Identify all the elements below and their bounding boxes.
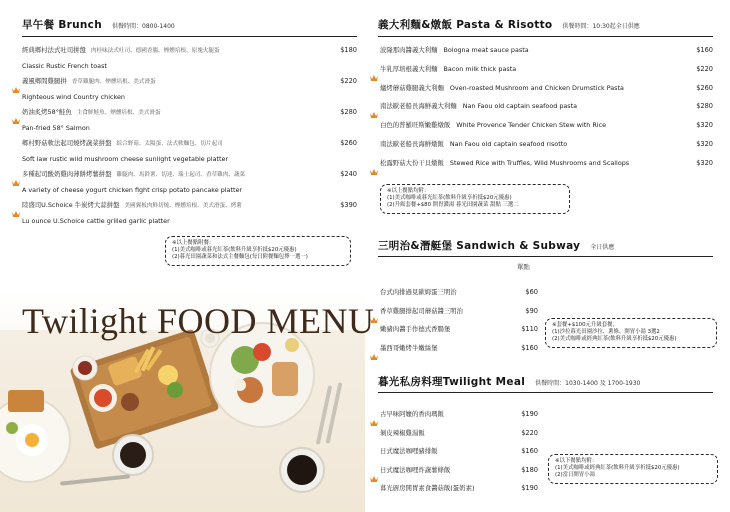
- pasta-note-line: (1)美式咖啡或暮光紅茶(飲料升級享折抵$20元優惠): [387, 195, 512, 202]
- meal-item-price: $220: [521, 428, 538, 437]
- pasta-item-english: Nan Faou old captain seafood risotto: [449, 140, 568, 148]
- brunch-item-name: 奶油炙烤58°鮭魚: [22, 108, 72, 116]
- crown-icon: [370, 467, 378, 473]
- crown-icon: [370, 345, 378, 351]
- brunch-rule: [22, 36, 357, 37]
- brunch-item-name: 經典鄉村法式吐司拼盤: [22, 46, 86, 54]
- pasta-item-name: 南法歐老船長海鮮燉飯: [380, 140, 444, 148]
- crown-icon: [12, 109, 20, 115]
- brunch-item-price: $280: [340, 108, 357, 116]
- brunch-item-desc: 香草雞腿肉、煙燻培根、美式滑蛋: [71, 79, 156, 85]
- brunch-item: [22, 124, 90, 132]
- sandwich-note-line: (1)沙拉暮光田園沙拉、薯條、開胃小湯 3選2: [552, 329, 660, 336]
- meal-item-name: 日式魔法咖哩豬排飯: [380, 447, 438, 455]
- pasta-title: 義大利麵&燉飯 Pasta & Risotto: [378, 19, 553, 31]
- brunch-item-price: $260: [340, 139, 357, 147]
- pasta-item-english: White Provence Tender Chicken Stew with Rice: [456, 121, 607, 130]
- sandwich-item-price: $60: [525, 288, 538, 296]
- menu-brand-title: Twilight FOOD MENU: [22, 301, 375, 341]
- sandwich-item-price: $160: [521, 343, 538, 352]
- brunch-item-name: 鄉村野菇軟法起司燒烤蔬菜拼盤: [22, 139, 112, 147]
- meal-note-title: ※以下餐點均附：: [555, 458, 598, 464]
- pasta-item-english: Bacon milk thick pasta: [443, 64, 517, 73]
- brunch-title: 早午餐 Brunch: [22, 19, 102, 31]
- brunch-item: [22, 186, 242, 194]
- pasta-item: [380, 121, 606, 129]
- crown-icon: [12, 78, 20, 84]
- meal-item-name: 日式魔法咖哩炸蔬薯條飯: [380, 465, 451, 474]
- meal-item-price: $160: [521, 447, 538, 455]
- crown-icon: [12, 202, 20, 208]
- sandwich-item-price: $110: [521, 325, 538, 333]
- brunch-item-desc: 美國翼板肉鮮切燒、煙燻培根、美式滑蛋、烤薯: [124, 203, 242, 209]
- brunch-item: [22, 46, 220, 55]
- brunch-item: [22, 93, 125, 101]
- meal-item-price: $180: [521, 465, 538, 474]
- pasta-item-name: 松露野菇大份干貝燉飯: [380, 158, 444, 167]
- crown-icon: [12, 171, 20, 177]
- pasta-item-name: 爐烤蘑菇雞腿義大利麵: [380, 83, 444, 92]
- pasta-item-name: 南法歐老船長海鮮義大利麵: [380, 102, 457, 111]
- meal-title: 暮光私房料理Twilight Meal: [378, 376, 526, 388]
- brunch-note-line: (1)美式咖啡或暮光紅茶(飲料升級享折抵$20元優惠): [172, 247, 297, 254]
- sandwich-note-title: ※套餐+$100元升級套餐，: [552, 322, 618, 328]
- pasta-header: [378, 17, 640, 32]
- sandwich-header: [378, 238, 614, 253]
- pasta-time: 供餐時間：10:30起全日供應: [562, 23, 640, 30]
- meal-note: [548, 454, 718, 484]
- pasta-item-price: $320: [696, 121, 713, 130]
- brunch-item-price: $390: [340, 201, 357, 209]
- sandwich-time: 全日供應: [590, 244, 615, 251]
- brunch-item-price: $180: [340, 46, 357, 54]
- brunch-item-name: Righteous wind Country chicken: [22, 92, 125, 101]
- brunch-item-name: Pan-fried 58° Salmon: [22, 123, 90, 132]
- pasta-item-english: Stewed Rice with Truffles, Wild Mushrooms and Scallops: [449, 158, 630, 167]
- brunch-item-name: Classic Rustic French toast: [22, 61, 107, 70]
- brunch-item: [22, 201, 242, 210]
- pasta-item-english: Oven-roasted Mushroom and Chicken Drumstick Pasta: [449, 83, 624, 92]
- meal-item-price: $190: [521, 410, 538, 418]
- brunch-item-price: $220: [340, 77, 357, 85]
- sandwich-note-line: (2)美式咖啡或經典紅茶(飲料升級享折抵$20元優惠): [552, 336, 677, 343]
- brunch-item-price: $240: [340, 170, 357, 178]
- sandwich-item-name: 台式肉排過見歐姆蛋三明治: [380, 288, 457, 296]
- crown-icon: [370, 308, 378, 314]
- sandwich-column-header: 單點: [517, 263, 530, 271]
- brunch-item: [22, 77, 156, 86]
- meal-time: 供餐時間：1030-1400 及 1700-1930: [535, 380, 641, 387]
- brunch-item: [22, 155, 228, 163]
- sandwich-rule: [378, 256, 713, 257]
- pasta-item: [380, 140, 567, 148]
- meal-header: [378, 374, 640, 389]
- sandwich-note: [545, 318, 717, 348]
- brunch-item-desc: 肉桂味法式吐司、德國香腸、煙燻培根、原塊火腿蛋: [90, 48, 220, 54]
- sandwich-item-name: 嫩豬肉醬手作德式香腸堡: [380, 325, 451, 333]
- crown-icon: [370, 160, 378, 166]
- pasta-item: [380, 65, 516, 73]
- brunch-item: [22, 170, 245, 179]
- meal-note-line: (1)美式咖啡或經典紅茶(飲料升級享折抵$20元優惠): [555, 465, 680, 472]
- crown-icon: [370, 103, 378, 109]
- brunch-item: [22, 139, 223, 148]
- pasta-item-price: $160: [696, 46, 713, 54]
- sandwich-item-name: 香草雞腿排起司蘑菇醬三明治: [380, 306, 464, 315]
- pasta-item-name: 牛乳厚培根義大利麵: [380, 64, 438, 73]
- brunch-item-name: 多種起司酸奶雞肉薄餅烤薯拼盤: [22, 170, 112, 178]
- pasta-item-price: $320: [696, 140, 713, 148]
- meal-item-name: 古早味阿嬤的香肉瑪飯: [380, 410, 444, 418]
- brunch-item-name: Soft law rustic wild mushroom cheese sunlight vegetable platter: [22, 154, 229, 163]
- brunch-item-name: 義風鄉間雞腿拼: [22, 77, 67, 85]
- crown-icon: [370, 411, 378, 417]
- brunch-note-title: ※以上餐點附餐：: [172, 240, 215, 246]
- meal-note-line: (2)當日開胃小湯: [555, 472, 595, 479]
- pasta-item: [380, 159, 629, 167]
- pasta-item-english: Nan Faou old captain seafood pasta: [462, 102, 578, 111]
- brunch-item: [22, 62, 107, 70]
- brunch-header: [22, 17, 175, 32]
- pasta-item: [380, 102, 577, 110]
- brunch-item-desc: 綜合野菇、太陽蛋、法式軟麵包、切片起司: [116, 141, 223, 147]
- brunch-note-line: (2)暮光田園蔬菜和法式主餐麵包(每日附餐麵包擇一選一): [172, 254, 308, 261]
- brunch-item-name: A variety of cheese yogurt chicken fight crisp potato pancake platter: [22, 185, 243, 194]
- meal-item-name: 剝皮辣椒雞湯飯: [380, 428, 425, 437]
- sandwich-title: 三明治&潛艇堡 Sandwich & Subway: [378, 240, 581, 252]
- pasta-item: [380, 46, 529, 54]
- meal-item-price: $190: [521, 484, 538, 492]
- pasta-item-name: 白色的普羅旺斯嫩雞燉飯: [380, 121, 451, 130]
- brunch-note: [165, 236, 351, 266]
- brunch-item: [22, 108, 161, 117]
- pasta-item: [380, 84, 624, 92]
- brunch-item-name: 陸盛司U.Schoice 牛炭烤大蒜拼盤: [22, 201, 120, 209]
- meal-rule: [378, 392, 713, 393]
- pasta-note: [380, 184, 570, 214]
- pasta-note-title: ※以上餐點均附：: [387, 188, 430, 194]
- brunch-item: [22, 217, 170, 225]
- pasta-item-price: $320: [696, 158, 713, 167]
- brunch-item-desc: 主食鮮鮭魚、煙燻培根、美式滑蛋: [76, 110, 161, 116]
- pasta-item-english: Bologna meat sauce pasta: [443, 46, 529, 54]
- pasta-item-price: $260: [696, 83, 713, 92]
- pasta-rule: [378, 36, 713, 37]
- meal-item-name: 暮光廚房開胃素食醬菇飯(蛋奶素): [380, 484, 475, 492]
- pasta-item-name: 波隆那肉醬義大利麵: [380, 46, 438, 54]
- pasta-item-price: $220: [696, 64, 713, 73]
- pasta-item-price: $280: [696, 102, 713, 111]
- crown-icon: [370, 66, 378, 72]
- pasta-note-line: (2)升級套餐+$80 開胃濃湯 暮光田園蔬菜 甜點 三選二: [387, 202, 519, 209]
- sandwich-item-name: 墨西哥嫩烤牛嫩絲堡: [380, 343, 438, 352]
- brunch-item-name: Lu ounce U.Schoice cattle grilled garlic platter: [22, 216, 170, 225]
- brunch-time: 供餐時間：0800-1400: [112, 23, 175, 30]
- brunch-item-desc: 雞腿肉、馬鈴薯、切達、瑞士起司、香草雞肉、蔬菜: [116, 172, 246, 178]
- sandwich-item-price: $90: [525, 306, 538, 315]
